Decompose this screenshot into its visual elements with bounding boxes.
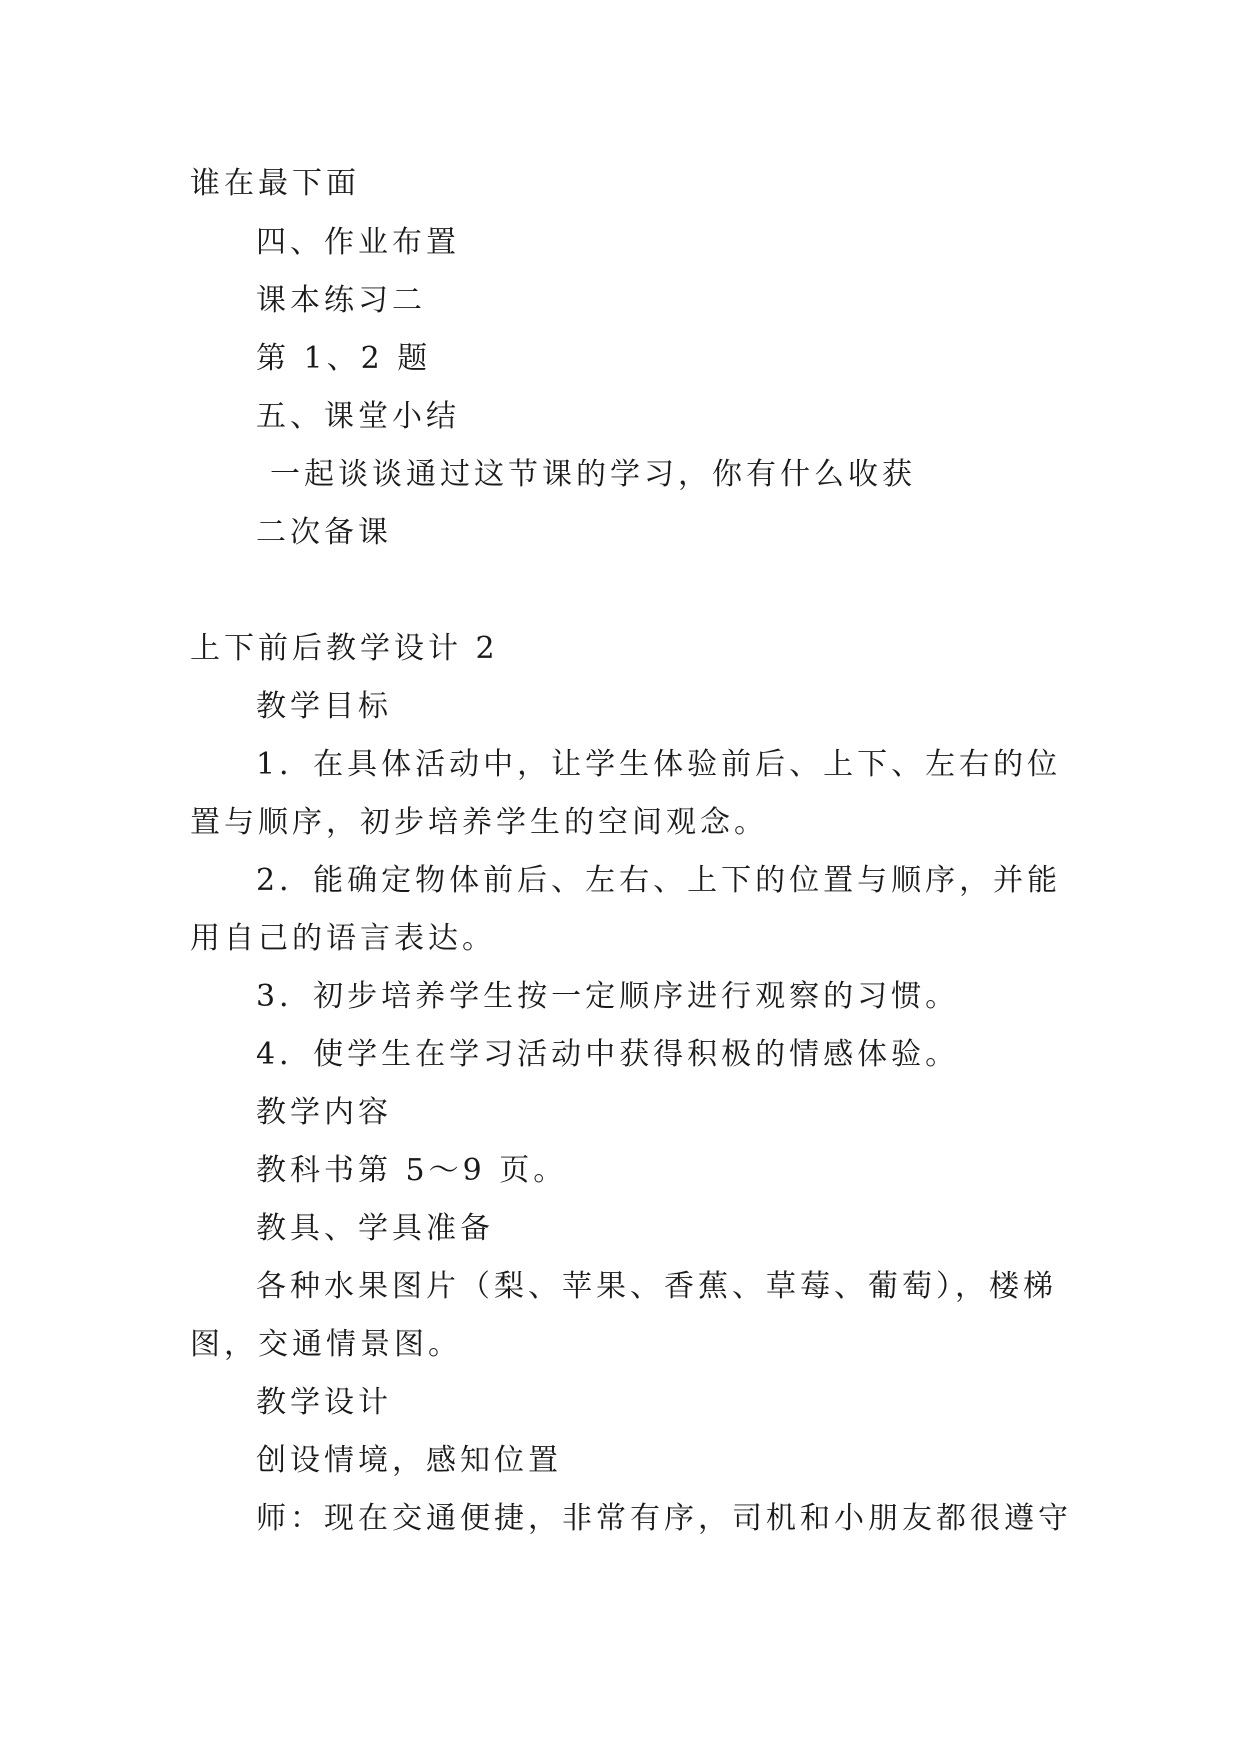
paragraph-line: 用自己的语言表达。 — [190, 921, 496, 956]
paragraph-line: 各种水果图片（梨、苹果、香蕉、草莓、葡萄），楼梯 — [256, 1269, 1057, 1304]
text-line: 谁在最下面 — [190, 166, 360, 201]
paragraph-line: 教科书第 5～9 页。 — [256, 1153, 568, 1188]
paragraph-line: 3．初步培养学生按一定顺序进行观察的习惯。 — [256, 979, 960, 1014]
paragraph-line: 创设情境，感知位置 — [256, 1443, 562, 1478]
document-title: 上下前后教学设计 2 — [190, 631, 499, 666]
paragraph-line: 图，交通情景图。 — [190, 1327, 462, 1362]
section-heading: 教学目标 — [256, 689, 392, 724]
section-heading: 教学设计 — [256, 1385, 392, 1420]
paragraph-line: 师：现在交通便捷，非常有序，司机和小朋友都很遵守 — [256, 1501, 1072, 1536]
text-line: 课本练习二 — [256, 283, 426, 318]
paragraph-line: 置与顺序，初步培养学生的空间观念。 — [190, 805, 768, 840]
section-heading: 教具、学具准备 — [256, 1211, 494, 1246]
section-heading: 五、课堂小结 — [256, 399, 460, 434]
section-heading: 教学内容 — [256, 1095, 392, 1130]
paragraph-line: 1．在具体活动中，让学生体验前后、上下、左右的位 — [256, 747, 1062, 782]
text-line: 一起谈谈通过这节课的学习，你有什么收获 — [270, 457, 916, 492]
section-heading: 四、作业布置 — [256, 225, 460, 260]
paragraph-line: 4．使学生在学习活动中获得积极的情感体验。 — [256, 1037, 960, 1072]
text-line: 第 1、2 题 — [256, 341, 432, 376]
text-line: 二次备课 — [256, 515, 392, 550]
paragraph-line: 2．能确定物体前后、左右、上下的位置与顺序，并能 — [256, 863, 1062, 898]
